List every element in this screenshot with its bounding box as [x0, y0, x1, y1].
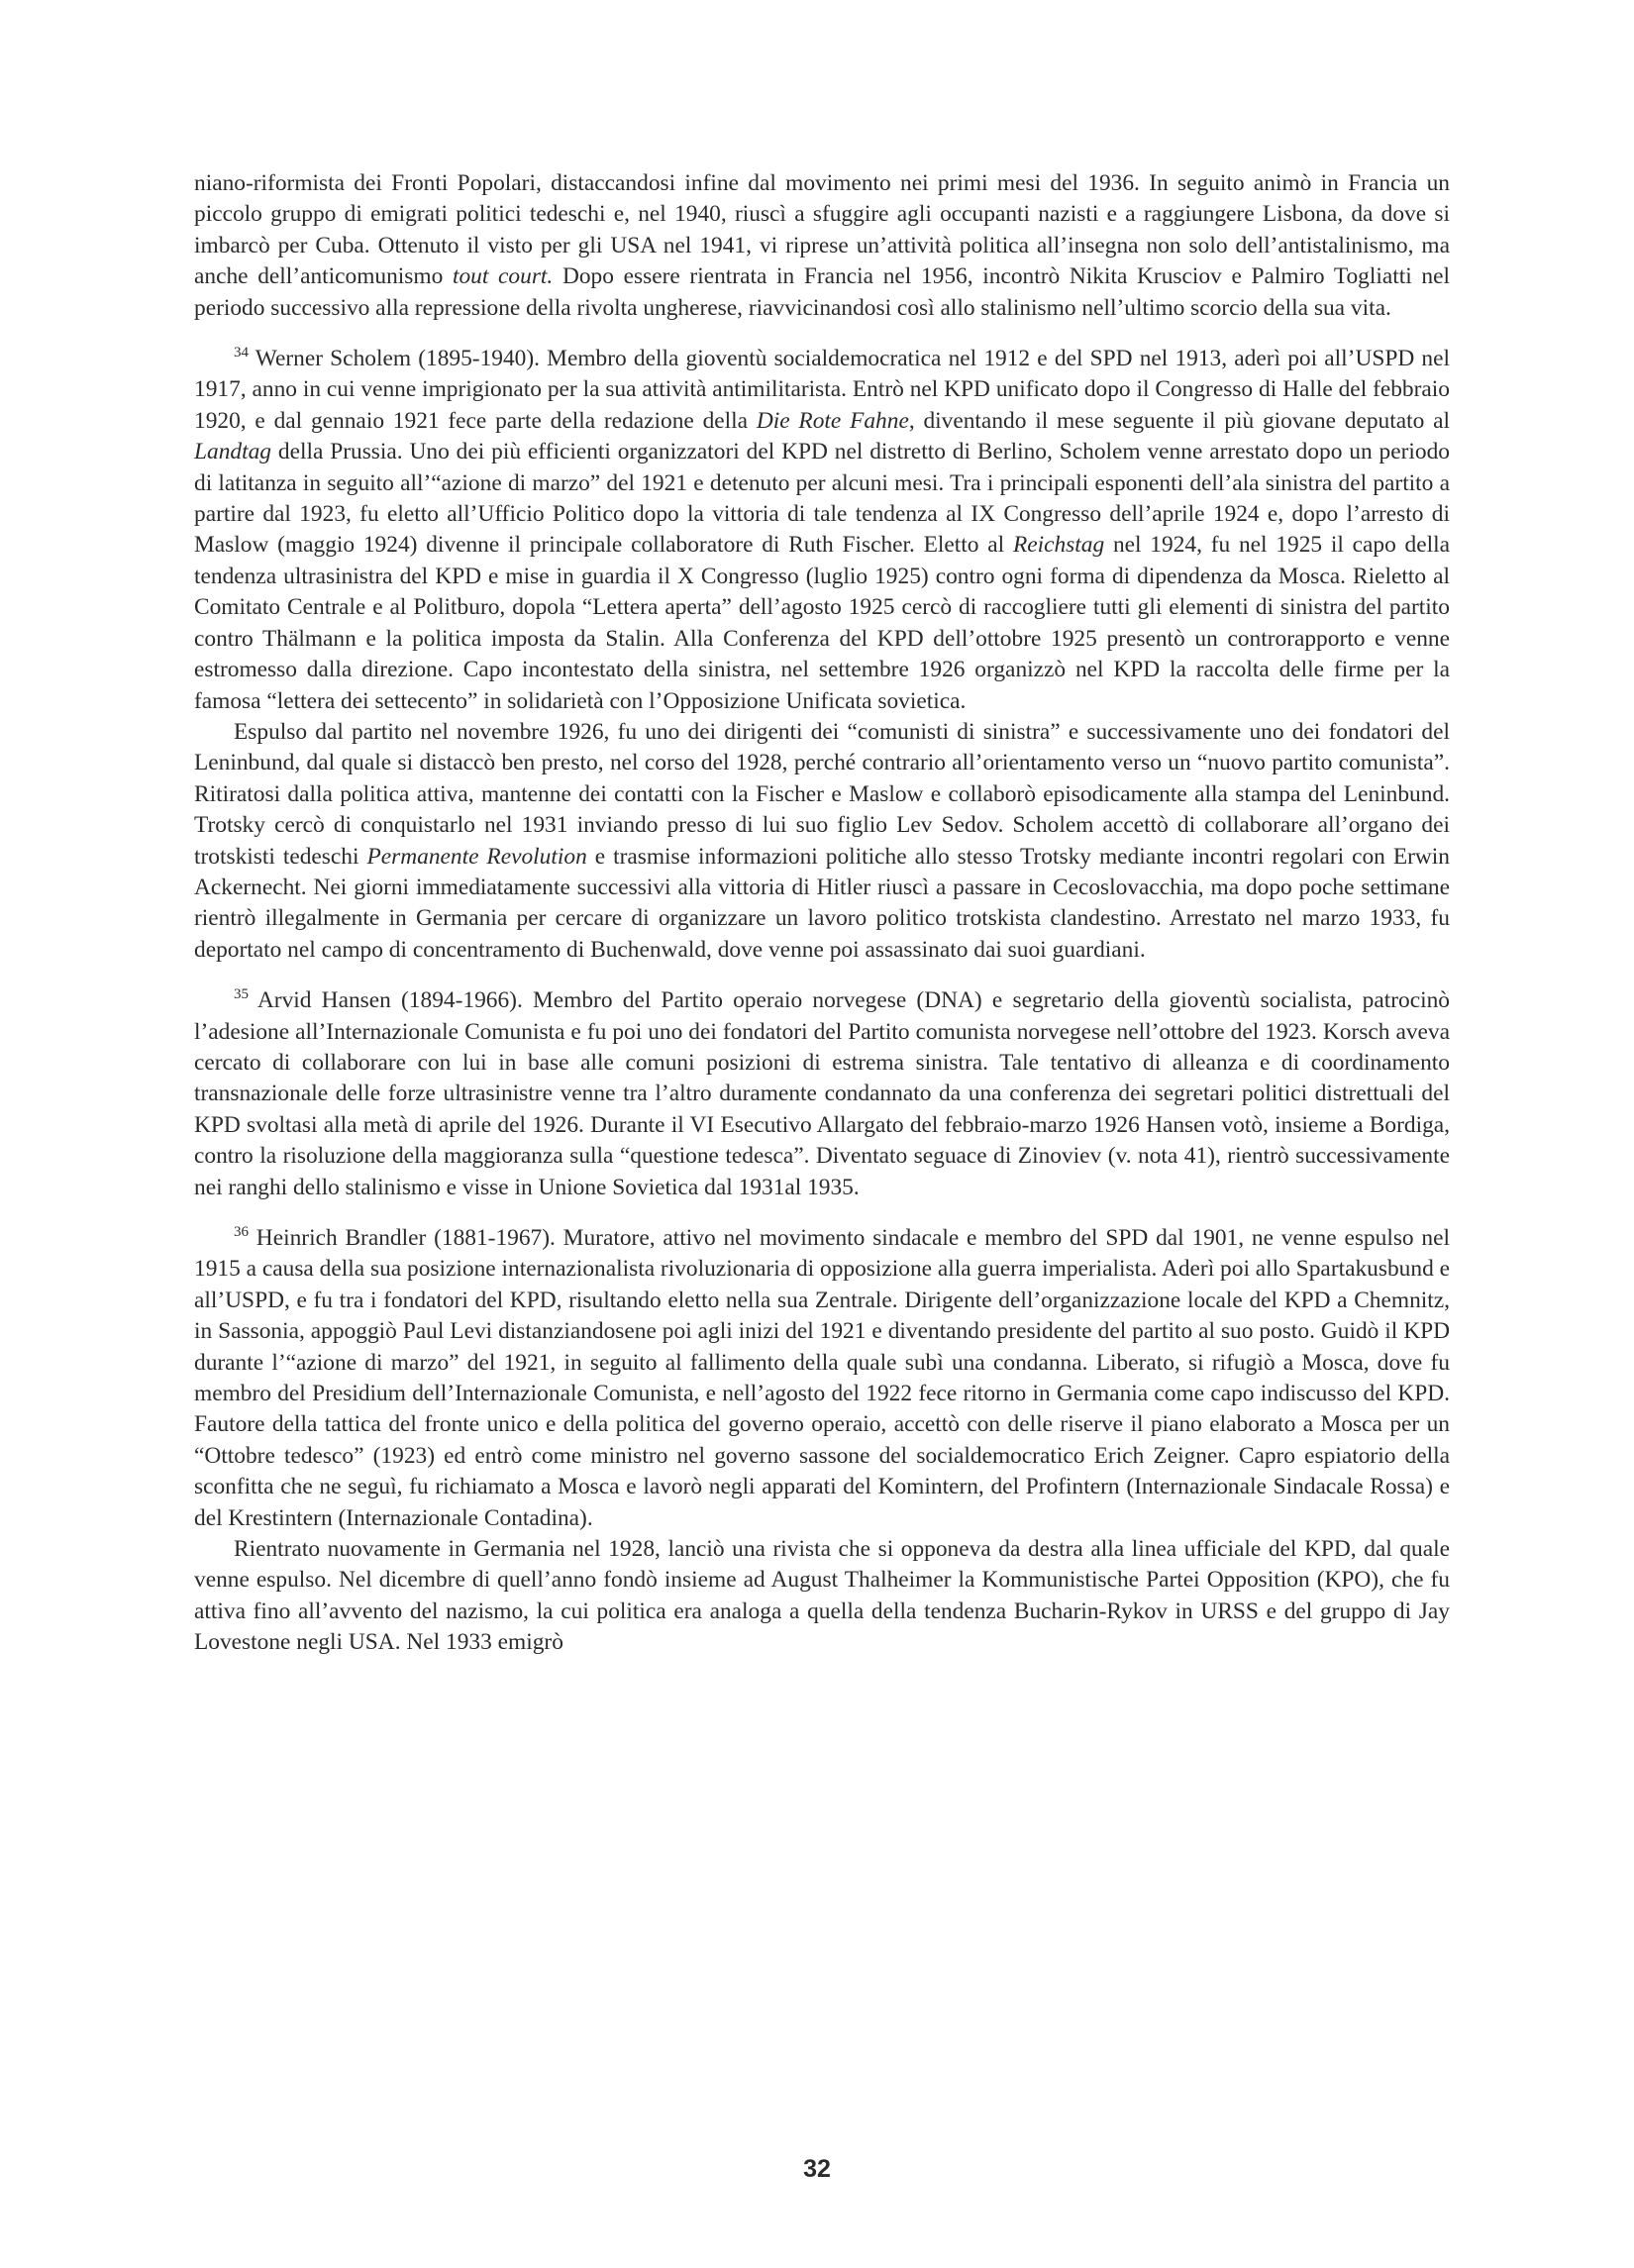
- text-run: nel 1924, fu nel 1925 il capo della tendenza ultrasinistra del KPD e mise in guardia il X Congresso (luglio 1925) contro ogni forma di dipendenza da Mosca. Rieletto al Comitato Centrale e al Politburo, dopola “Lettera aperta” dell’agosto 1925 cercò di raccogliere tutti gli elementi di sinistra del partito contro Thälmann e la politica imposta da Stalin. Alla Conferenza del KPD dell’ottobre 1925 presentò un controrapporto e venne estromesso dalla direzione. Capo incontestato della sinistra, nel settembre 1926 organizzò nel KPD la raccolta delle firme per la famosa “lettera dei settecento” in solidarietà con l’Opposizione Unificata sovietica.: [194, 532, 1451, 714]
- italic-text: Die Rote Fahne: [756, 407, 909, 434]
- text-run: Espulso dal partito nel novembre 1926, fu uno dei dirigenti dei “comunisti di sinistra” e successivamente uno dei fondatori del Leninbund, dal quale si distaccò ben presto, nel corso del 1928, perché contrario all’orientamento verso un “nuovo partito comunista”. Ritiratosi dalla politica attiva, mantenne dei contatti con la Fischer e Maslow e collaborò episodicamente alla stampa del Leninbund. Trotsky cercò di conquistarlo nel 1931 inviando presso di lui suo figlio Lev Sedov. Scholem accettò di collaborare all’organo dei trotskisti tedeschi: [194, 718, 1450, 870]
- footnote-36: [194, 1223, 1450, 1534]
- text-run: Rientrato nuovamente in Germania nel 1928, lanciò una rivista che si opponeva da destra alla linea ufficiale del KPD, dal quale venne espulso. Nel dicembre di quell’anno fondò insieme ad August Thalheimer la Kommunistische Partei Opposition (KPO), che fu attiva fino all’avvento del nazismo, la cui politica era analoga a quella della tendenza Bucharin-Rykov in URSS e del gruppo di Jay Lovestone negli USA. Nel 1933 emigrò: [194, 1536, 1450, 1656]
- footnote-number: 34: [234, 345, 249, 361]
- continued-paragraph: [194, 168, 1450, 324]
- text-run: , diventando il mese seguente il più giovane deputato al: [908, 407, 1450, 434]
- page-body: [194, 168, 1450, 1659]
- text-run: Werner Scholem (1895-1940). Membro della gioventù socialdemocratica nel 1912 e del SPD nel 1913, aderì poi all’USPD nel 1917, anno in cui venne imprigionato per la sua attività antimilitarista. Entrò nel KPD unificato dopo il Congresso di Halle del febbraio 1920, e dal gennaio 1921 fece parte della redazione della: [194, 346, 1450, 434]
- text-run: niano-riformista dei Fronti Popolari, distaccandosi infine dal movimento nei primi mesi del 1936. In seguito animò in Francia un piccolo gruppo di emigrati politici tedeschi e, nel 1940, riuscì a sfuggire agli occupanti nazisti e a raggiungere Lisbona, da dove si imbarcò per Cuba. Ottenuto il visto per gli USA nel 1941, vi riprese un’attività politica all’insegna non solo dell’antistalinismo, ma anche dell’anticomunismo: [194, 170, 1450, 290]
- footnote-number: 35: [234, 986, 249, 1003]
- footnote-36-paragraph-2: [194, 1534, 1450, 1659]
- italic-text: Reichstag: [1012, 532, 1105, 559]
- text-run: della Prussia. Uno dei più efficienti organizzatori del KPD nel distretto di Berlino, Scholem venne arrestato dopo un periodo di latitanza in seguito all’“azione di marzo” del 1921 e detenuto per alcuni mesi. Tra i principali esponenti dell’ala sinistra del partito a partire dal 1923, fu eletto all’Ufficio Politico dopo la vittoria di tale tendenza al IX Congresso dell’aprile 1924 e, dopo l’arresto di Maslow (maggio 1924) divenne il principale collaboratore di Ruth Fischer. Eletto al: [194, 439, 1450, 559]
- italic-text: Permanente Revolution: [366, 843, 587, 870]
- italic-text: tout court.: [452, 263, 554, 290]
- page-number: 32: [803, 2155, 831, 2183]
- text-run: Dopo essere rientrata in Francia nel 1956, incontrò Nikita Krusciov e Palmiro Togliatti nel periodo successivo alla repressione della rivolta ungherese, riavvicinandosi così allo stalinismo nell’ultimo scorcio della sua vita.: [194, 263, 1450, 321]
- footnote-34: [194, 344, 1450, 717]
- footnote-35: [194, 985, 1450, 1203]
- text-run: e trasmise informazioni politiche allo stesso Trotsky mediante incontri regolari con Erwin Ackernecht. Nei giorni immediatamente successivi alla vittoria di Hitler riuscì a passare in Cecoslovacchia, ma dopo poche settimane rientrò illegalmente in Germania per cercare di organizzare un lavoro politico trotskista clandestino. Arrestato nel marzo 1933, fu deportato nel campo di concentramento di Buchenwald, dove venne poi assassinato dai suoi guardiani.: [194, 843, 1450, 963]
- footnote-34-paragraph-2: [194, 717, 1450, 966]
- footnote-number: 36: [234, 1224, 249, 1241]
- text-run: Arvid Hansen (1894-1966). Membro del Partito operaio norvegese (DNA) e segretario della gioventù socialista, patrocinò l’adesione all’Internazionale Comunista e fu poi uno dei fondatori del Partito comunista norvegese nell’ottobre del 1923. Korsch aveva cercato di collaborare con lui in base alle comuni posizioni di estrema sinistra. Tale tentativo di alleanza e di coordinamento transnazionale delle forze ultrasinistre venne tra l’altro duramente condannato da una conferenza dei segretari politici distrettuali del KPD svoltasi alla metà di aprile del 1926. Durante il VI Esecutivo Allargato del febbraio-marzo 1926 Hansen votò, insieme a Bordiga, contro la risoluzione della maggioranza sulla “questione tedesca”. Diventato seguace di Zinoviev (v. nota 41), rientrò successivamente nei ranghi dello stalinismo e visse in Unione Sovietica dal 1931al 1935.: [194, 987, 1450, 1200]
- italic-text: Landtag: [194, 439, 271, 465]
- text-run: Heinrich Brandler (1881-1967). Muratore, attivo nel movimento sindacale e membro del SPD dal 1901, ne venne espulso nel 1915 a causa della sua posizione internazionalista rivoluzionaria di opposizione alla guerra imperialista. Aderì poi allo Spartakusbund e all’USPD, e fu tra i fondatori del KPD, risultando eletto nella sua Zentrale. Dirigente dell’organizzazione locale del KPD a Chemnitz, in Sassonia, appoggiò Paul Levi distanziandosene poi agli inizi del 1921 e diventando presidente del partito al suo posto. Guidò il KPD durante l’“azione di marzo” del 1921, in seguito al fallimento della quale subì una condanna. Liberato, si rifugiò a Mosca, dove fu membro del Presidium dell’Internazionale Comunista, e nell’agosto del 1922 fece ritorno in Germania come capo indiscusso del KPD. Fautore della tattica del fronte unico e della politica del governo operaio, accettò con delle riserve il piano elaborato a Mosca per un “Ottobre tedesco” (1923) ed entrò come ministro nel governo sassone del socialdemocratico Erich Zeigner. Capro espiatorio della sconfitta che ne seguì, fu richiamato a Mosca e lavorò negli apparati del Komintern, del Profintern (Internazionale Sindacale Rossa) e del Krestintern (Internazionale Contadina).: [194, 1225, 1450, 1531]
